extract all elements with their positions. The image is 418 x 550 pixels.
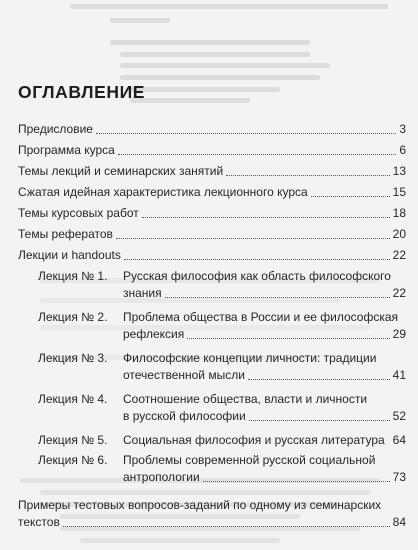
toc-lecture-entry[interactable] [38, 391, 406, 425]
toc-lecture-title: Социальная философия и русская литература [123, 433, 385, 447]
toc-entry-title: Темы лекций и семинарских занятий [18, 164, 224, 178]
toc-entry-page: 64 [392, 433, 406, 447]
dot-leader [165, 297, 390, 298]
toc-lecture-number: Лекция № 3. [38, 351, 108, 365]
toc-lecture-title-cont: знания [123, 286, 162, 300]
dot-leader [311, 196, 390, 197]
toc-entry[interactable] [18, 184, 406, 201]
toc-entry-page: 13 [392, 164, 406, 178]
toc-lecture-title-cont: антропологии [123, 470, 200, 484]
dot-leader [116, 238, 390, 239]
toc-entry-page: 15 [392, 185, 406, 199]
toc-lecture-number: Лекция № 4. [38, 392, 108, 406]
toc-lecture-entry[interactable] [38, 432, 406, 449]
toc-lecture-title: Русская философия как область философского [123, 269, 391, 283]
toc-entry-title: Лекции и handouts [18, 248, 121, 262]
toc-entry-title: Примеры тестовых вопросов-заданий по одному из семинарских [18, 498, 382, 512]
toc-entry-title: Программа курса [18, 143, 115, 157]
toc-lecture-number: Лекция № 6. [38, 453, 108, 467]
toc-entry-title: Темы курсовых работ [18, 206, 139, 220]
toc-entry-page: 6 [399, 143, 406, 157]
toc-lecture-title-cont: в русской философии [123, 409, 246, 423]
toc-lecture-title: Соотношение общества, власти и личности [123, 392, 368, 406]
dot-leader [118, 154, 396, 155]
toc-entry[interactable] [18, 497, 406, 531]
toc-entry[interactable] [18, 205, 406, 222]
toc-lecture-entry[interactable] [38, 452, 406, 486]
toc-lecture-title: Философские концепции личности: традиции [123, 351, 377, 365]
page-title: ОГЛАВЛЕНИЕ [18, 82, 146, 102]
toc-entry-title-cont: текстов [18, 515, 60, 529]
toc-lecture-number: Лекция № 1. [38, 269, 108, 283]
toc-lecture-title: Проблема общества в России и ее философская [123, 310, 399, 324]
toc-entry-page: 73 [392, 470, 406, 484]
toc-entry-page: 52 [392, 409, 406, 423]
toc-entry-page: 84 [392, 515, 406, 529]
toc-entry-title: Темы рефератов [18, 227, 113, 241]
toc-lecture-number: Лекция № 2. [38, 310, 108, 324]
toc-lecture-title-cont: отечественной мысли [123, 368, 245, 382]
dot-leader [226, 175, 390, 176]
dot-leader [142, 217, 390, 218]
toc-entry-page: 41 [392, 368, 406, 382]
toc-entry[interactable] [18, 247, 406, 264]
toc-entry-page: 18 [392, 206, 406, 220]
dot-leader [203, 481, 390, 482]
dot-leader [124, 259, 390, 260]
toc-entry[interactable] [18, 142, 406, 159]
toc-lecture-number: Лекция № 5. [38, 433, 108, 447]
toc-entry-page: 20 [392, 227, 406, 241]
dot-leader [187, 338, 390, 339]
toc-lecture-entry[interactable] [38, 309, 406, 343]
toc-entry[interactable] [18, 226, 406, 243]
toc-lecture-entry[interactable] [38, 268, 406, 302]
dot-leader [63, 526, 390, 527]
toc-lecture-entry[interactable] [38, 350, 406, 384]
toc-entry-title: Сжатая идейная характеристика лекционного курса [18, 185, 308, 199]
toc-entry[interactable] [18, 121, 406, 138]
toc-entry-page: 3 [399, 122, 406, 136]
dot-leader [96, 133, 396, 134]
toc-entry-page: 22 [392, 286, 406, 300]
toc-lecture-title: Проблемы современной русской социальной [123, 453, 376, 467]
toc-lecture-title-cont: рефлексия [123, 327, 185, 341]
toc-entry-page: 22 [392, 248, 406, 262]
toc-entry-page: 29 [392, 327, 406, 341]
toc-entry[interactable] [18, 163, 406, 180]
toc-entry-title: Предисловие [18, 122, 93, 136]
dot-leader [249, 420, 390, 421]
dot-leader [248, 379, 390, 380]
